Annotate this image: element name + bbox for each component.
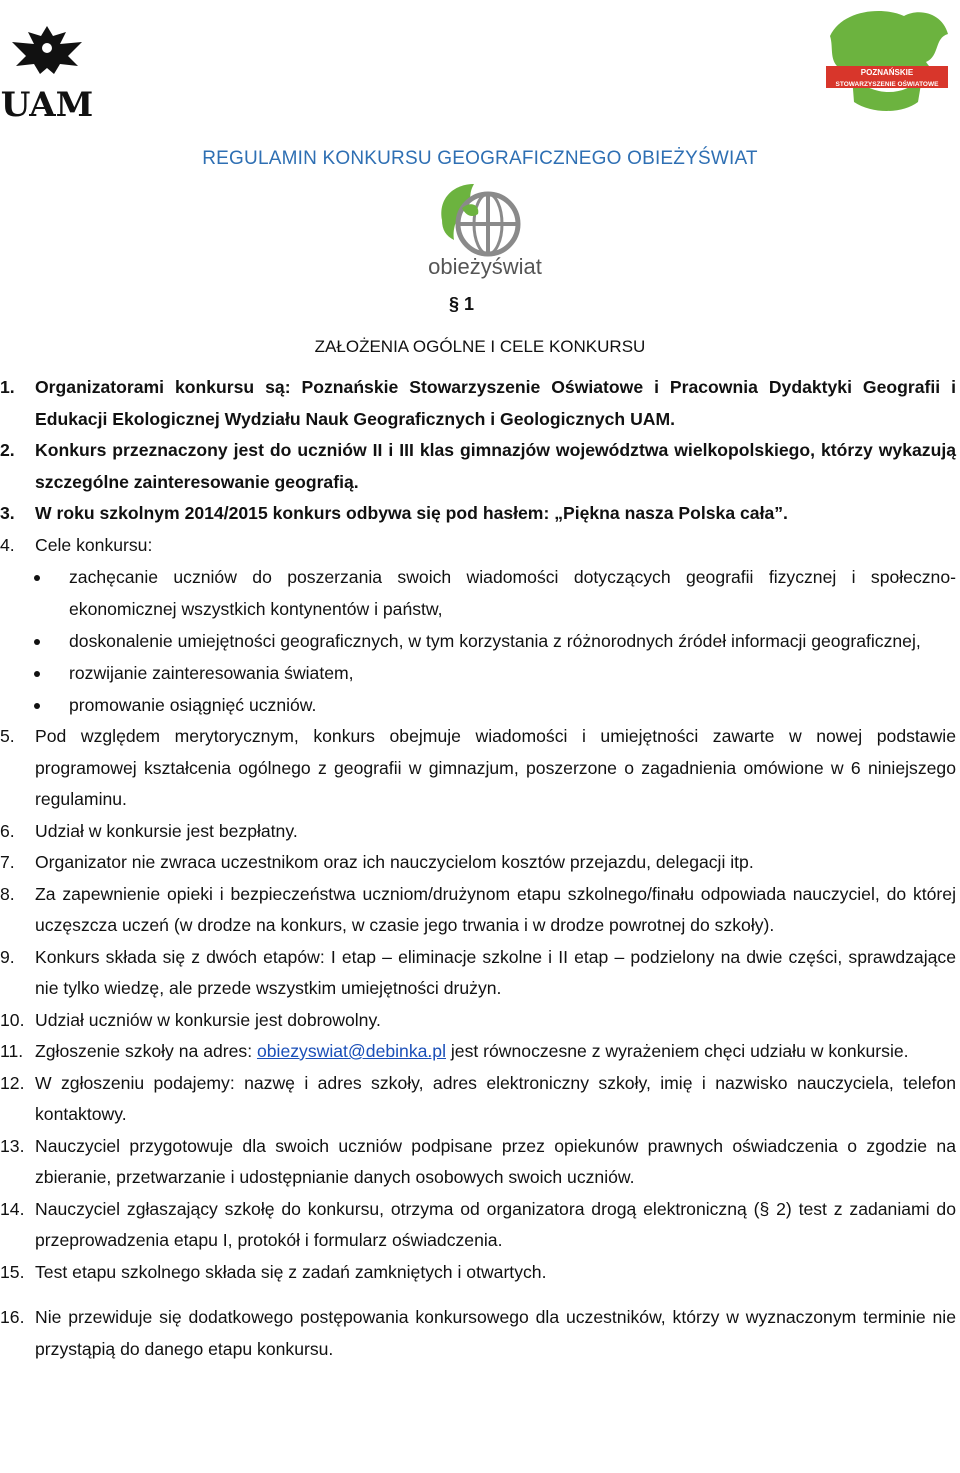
item-text: Organizatorami konkursu są: Poznańskie Stowarzyszenie Oświatowe i Pracownia Dydaktyki Geografii i Edukacji Ekologicznej Wydziału Nauk Geograficznych i Geologicznych UAM.: [35, 377, 956, 429]
item-number: 15.: [0, 1261, 25, 1282]
bullet-icon: [34, 639, 40, 645]
item-text: Udział w konkursie jest bezpłatny.: [35, 820, 298, 841]
svg-text:STOWARZYSZENIE OŚWIATOWE: STOWARZYSZENIE OŚWIATOWE: [835, 81, 939, 88]
paragraph-mark: § 1: [449, 294, 475, 314]
item-text: Udział uczniów w konkursie jest dobrowolny.: [35, 1009, 381, 1030]
item-text-after: jest równoczesne z wyrażeniem chęci udziału w konkursie.: [446, 1041, 909, 1061]
item-number: 7.: [0, 852, 15, 872]
item-text: Test etapu szkolnego składa się z zadań zamkniętych i otwartych.: [35, 1261, 547, 1282]
item-text: Nie przewiduje się dodatkowego postępowania konkursowego dla uczestników, którzy w wyznaczonym terminie nie przystąpią do danego etapu konkursu.: [35, 1307, 956, 1359]
item-number: 9.: [0, 946, 15, 967]
list-item: [0, 498, 960, 530]
bullet-icon: [34, 575, 40, 581]
list-item: [0, 1194, 960, 1257]
item-text: Organizator nie zwraca uczestnikom oraz ich nauczycielom kosztów przejazdu, delegacji itp.: [35, 852, 754, 872]
list-item: [0, 942, 960, 1005]
list-item: [0, 1036, 960, 1068]
goal-text: zachęcanie uczniów do poszerzania swoich wiadomości dotyczących geografii fizycznej i społeczno-ekonomicznej wszystkich kontynentów i państw,: [69, 567, 956, 619]
list-item: [0, 1068, 960, 1131]
goal-item: [0, 657, 960, 689]
poznanskie-stowarzyszenie-logo: [822, 6, 952, 118]
list-item: [0, 847, 960, 879]
list-item: [0, 721, 960, 816]
goal-item: [0, 561, 960, 625]
goal-text: doskonalenie umiejętności geograficznych, w tym korzystania z różnorodnych źródeł informacji geograficznej,: [69, 631, 921, 651]
list-item: [0, 435, 960, 498]
item-number: 6.: [0, 820, 15, 841]
email-link[interactable]: obiezyswiat@debinka.pl: [256, 1041, 446, 1061]
list-item: [0, 1131, 960, 1194]
item-number: 14.: [0, 1198, 25, 1219]
item-number: 2.: [0, 440, 15, 460]
item-number: 13.: [0, 1135, 25, 1156]
item-text: Nauczyciel przygotowuje dla swoich uczniów podpisane przez opiekunów prawnych oświadczenia o zgodzie na zbieranie, przetwarzanie i udostępnianie danych osobowych swoich uczniów.: [35, 1135, 956, 1187]
regulations-list: [0, 372, 960, 1365]
goal-text: rozwijanie zainteresowania światem,: [69, 663, 354, 683]
item-number: 5.: [0, 726, 15, 746]
svg-text:POZNAŃSKIE: POZNAŃSKIE: [860, 68, 914, 77]
item-number: 16.: [0, 1307, 25, 1327]
goal-item: [0, 689, 960, 721]
section-heading: ZAŁOŻENIA OGÓLNE I CELE KONKURSU: [314, 337, 646, 356]
list-item: [0, 1302, 960, 1365]
item-text: Nauczyciel zgłaszający szkołę do konkursu, otrzyma od organizatora drogą elektroniczną (§ 2) test z zadaniami do przeprowadzenia etapu I, protokół i formularz oświadczenia.: [35, 1198, 956, 1250]
list-item: [0, 879, 960, 942]
goal-text: promowanie osiągnięć uczniów.: [69, 695, 317, 715]
item-text: Cele konkursu:: [35, 534, 153, 555]
svg-text:obieżyświat: obieżyświat: [428, 254, 542, 279]
uam-logo: [0, 22, 94, 125]
obiezyswiat-logo: [428, 180, 543, 280]
spacer: [0, 1288, 960, 1302]
item-text-before: Zgłoszenie szkoły na adres:: [35, 1041, 257, 1061]
document-title: REGULAMIN KONKURSU GEOGRAFICZNEGO OBIEŻYŚWIAT: [202, 148, 758, 169]
item-text: Pod względem merytorycznym, konkurs obejmuje wiadomości i umiejętności zawarte w nowej podstawie programowej kształcenia ogólnego z geografii w gimnazjum, poszerzone o zagadnienia omówione w 6 niniejszego regulaminu.: [35, 726, 956, 809]
list-item: [0, 1005, 960, 1037]
item-text: W roku szkolnym 2014/2015 konkurs odbywa się pod hasłem: „Piękna nasza Polska cała”.: [35, 503, 788, 523]
item-number: 3.: [0, 503, 15, 523]
item-number: 8.: [0, 883, 15, 904]
goal-item: [0, 625, 960, 657]
item-text: W zgłoszeniu podajemy: nazwę i adres szkoły, adres elektroniczny szkoły, imię i nazwisko nauczyciela, telefon kontaktowy.: [35, 1072, 956, 1124]
item-number: 10.: [0, 1009, 25, 1030]
item-text: Konkurs przeznaczony jest do uczniów II i III klas gimnazjów województwa wielkopolskiego, którzy wykazują szczególne zainteresowanie geografią.: [35, 440, 956, 492]
item-number: 11.: [0, 1041, 24, 1061]
list-item: [0, 530, 960, 562]
bullet-icon: [34, 671, 40, 677]
item-number: 12.: [0, 1072, 25, 1093]
bullet-icon: [34, 703, 40, 709]
list-item: [0, 816, 960, 848]
item-text: Za zapewnienie opieki i bezpieczeństwa uczniom/drużynom etapu szkolnego/finału odpowiada nauczyciel, do której uczęszcza uczeń (w drodze na konkurs, w czasie jego trwania i w drodze powrotnej do szkoły).: [35, 883, 956, 935]
svg-text:UAM: UAM: [0, 85, 94, 125]
list-item: [0, 1257, 960, 1289]
list-item: [0, 372, 960, 435]
item-number: 1.: [0, 377, 15, 397]
item-text: Konkurs składa się z dwóch etapów: I etap – eliminacje szkolne i II etap – podzielony na dwie części, sprawdzające nie tylko wiedzę, ale przede wszystkim umiejętności drużyn.: [35, 946, 956, 998]
item-number: 4.: [0, 534, 15, 555]
